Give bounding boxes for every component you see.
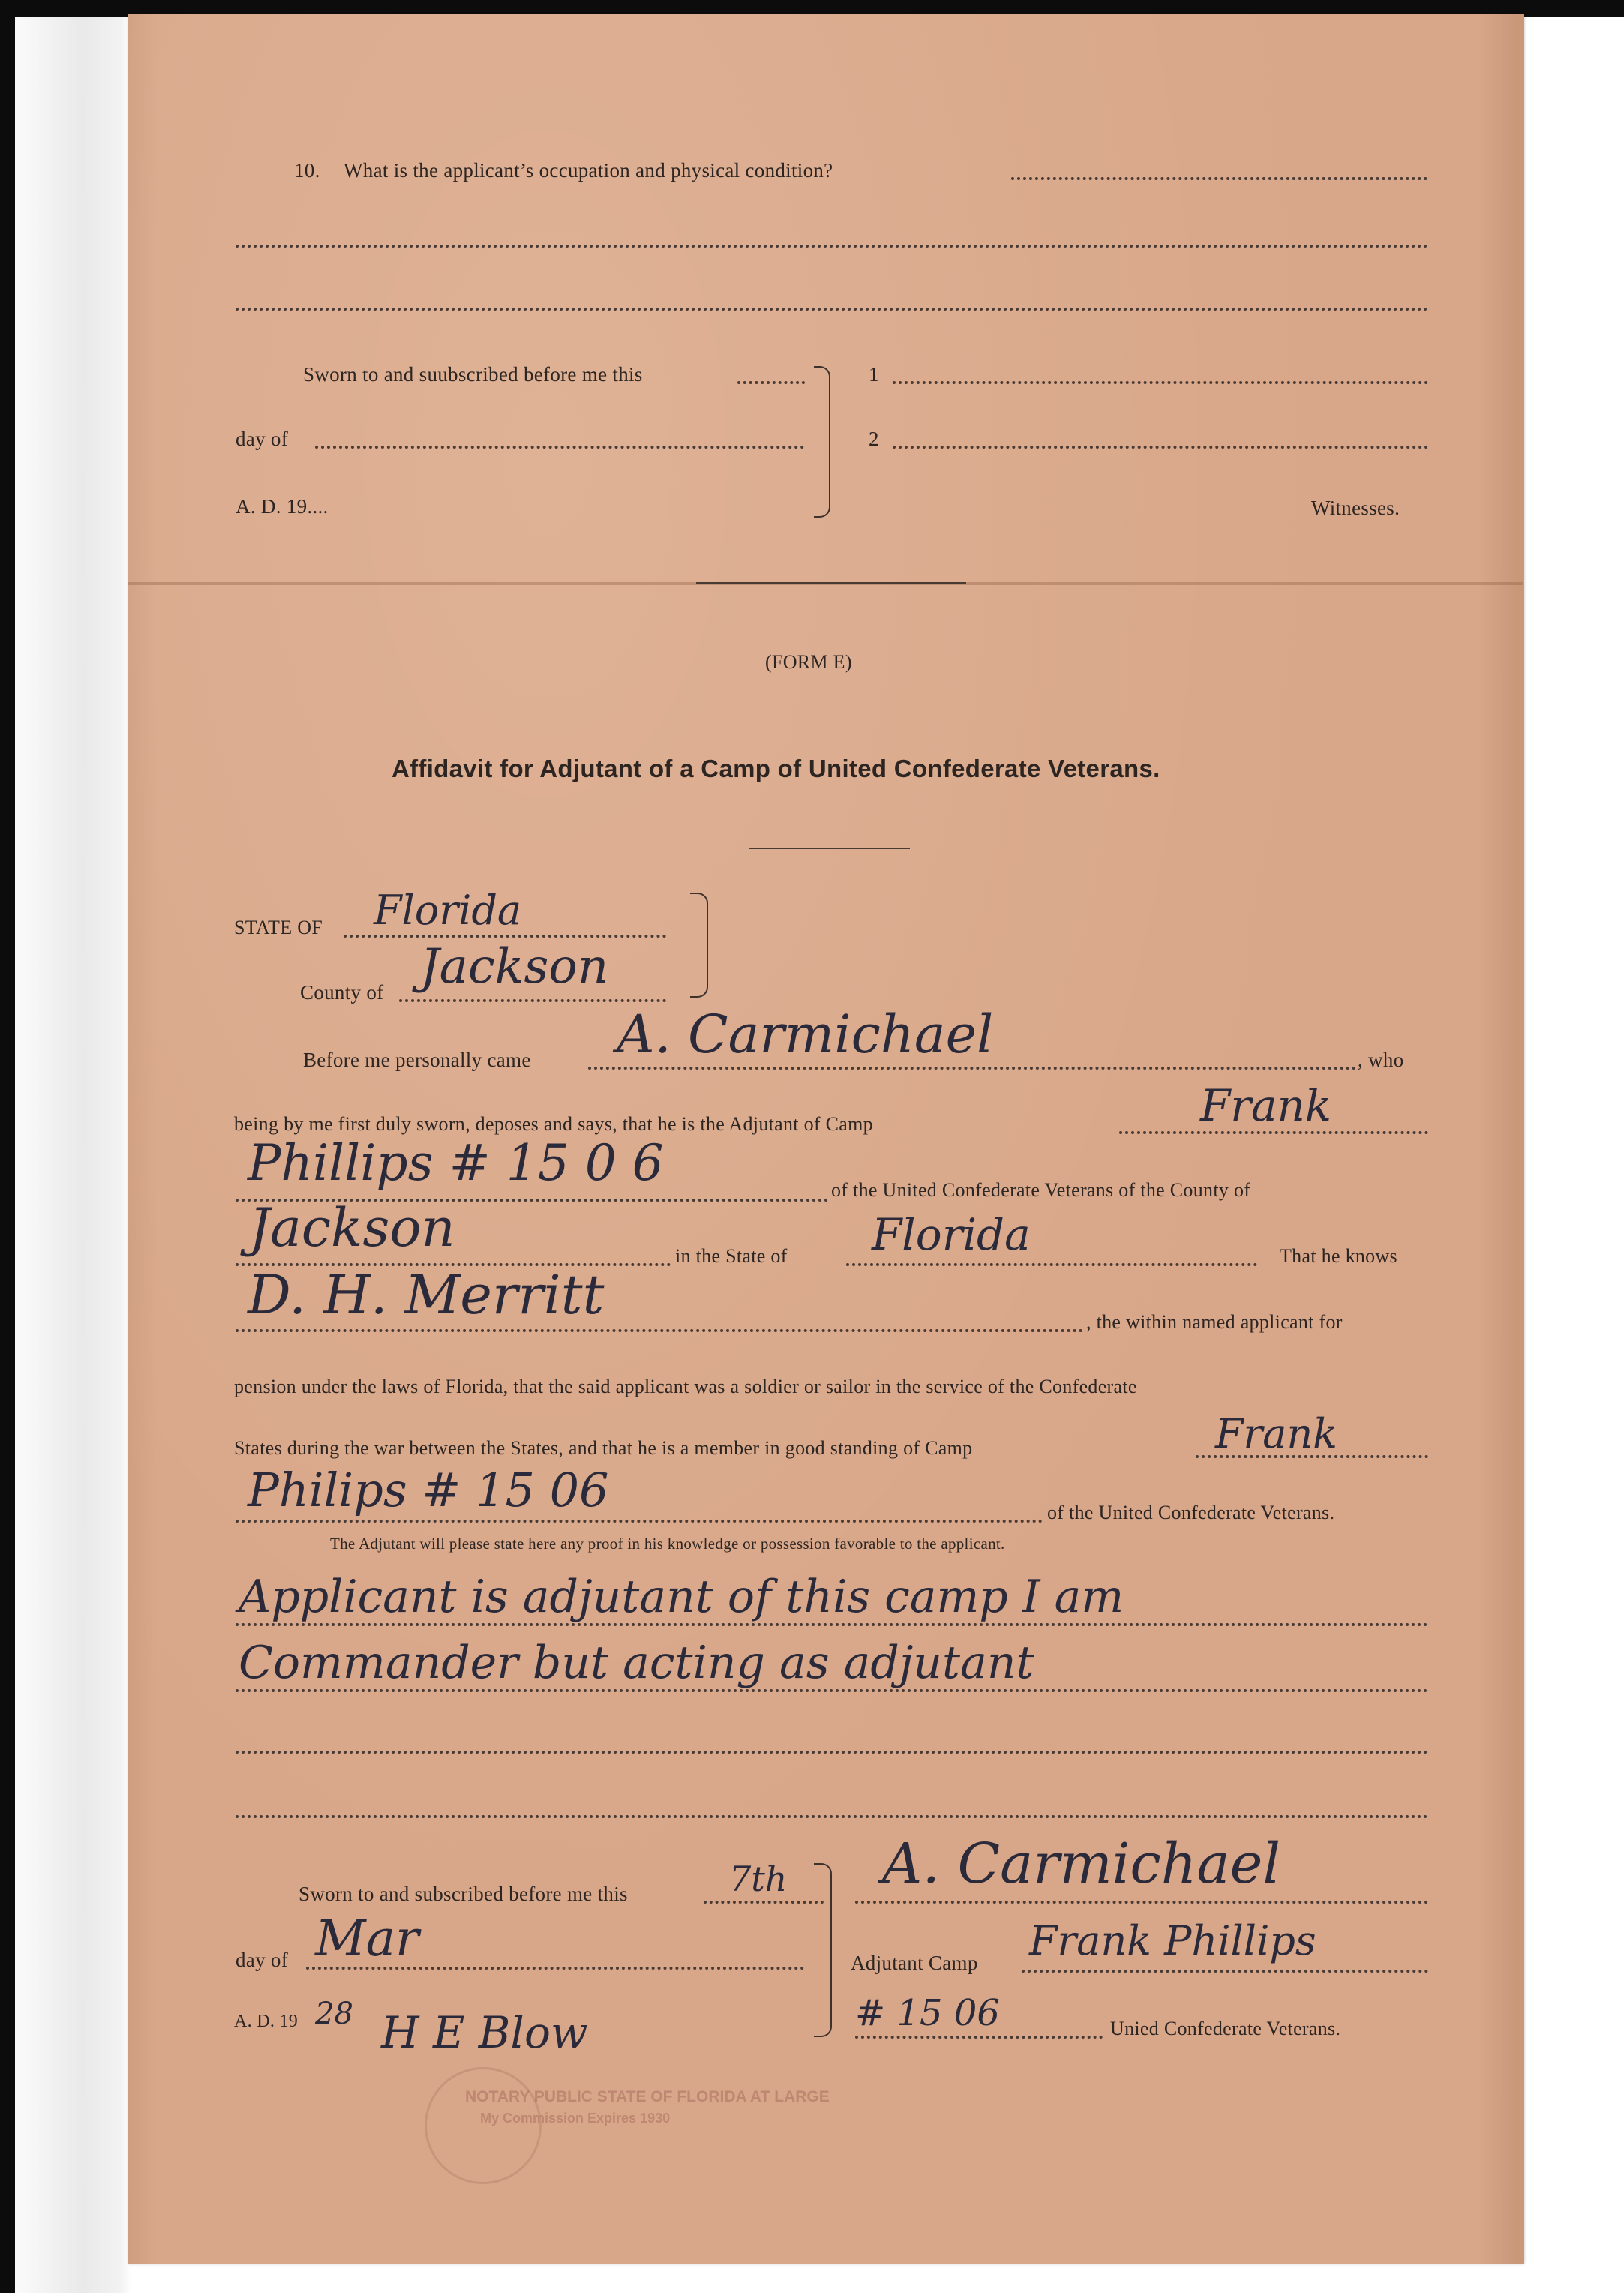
q10-answer-line-2 (236, 245, 1428, 248)
form-label: (FORM E) (765, 651, 852, 673)
top-oath-brace (814, 366, 830, 518)
witness-1-line (893, 381, 1428, 384)
hw-adjutant-signature: A. Carmichael (882, 1832, 1281, 1896)
body-line-7: States during the war between the States, and that he is a member in good standing of Camp (234, 1437, 973, 1459)
hw-camp-3: Frank (1215, 1410, 1337, 1457)
title-divider (749, 848, 910, 849)
camp-number-line (855, 2036, 1103, 2039)
hw-notary-signature: H E Blow (381, 2007, 588, 2058)
county-of-label: County of (300, 981, 384, 1004)
camp-line-4 (236, 1520, 1043, 1523)
adjutant-camp-label: Adjutant Camp (851, 1952, 978, 1974)
hw-applicant: D. H. Merritt (248, 1263, 605, 1326)
united-label: Unied Confederate Veterans. (1110, 2018, 1341, 2039)
hw-state: Florida (374, 887, 522, 934)
state-of-label: STATE OF (234, 917, 323, 938)
hw-county-2: Jackson (249, 1197, 455, 1259)
state-line-2 (846, 1263, 1257, 1266)
before-me-label: Before me personally came (303, 1049, 531, 1071)
affidavit-title: Affidavit for Adjutant of a Camp of United Confederate Veterans. (392, 755, 1160, 782)
applicant-line (236, 1329, 1083, 1332)
proof-line-4 (236, 1815, 1428, 1818)
signature-line (855, 1901, 1428, 1904)
proof-note: The Adjutant will please state here any proof in his knowledge or possession favorable to the applicant. (330, 1535, 1005, 1553)
top-oath-month-line (315, 446, 804, 449)
bottom-oath-line3: A. D. 19 (234, 2012, 299, 2031)
state-line (344, 935, 666, 938)
hw-proof-2: Commander but acting as adjutant (239, 1637, 1034, 1689)
q10-text: What is the applicant’s occupation and physical condition? (344, 159, 833, 182)
sheet-right-edge (1514, 14, 1524, 2264)
body-line-3: of the United Confederate Veterans of the County of (831, 1179, 1251, 1201)
witness-1-label: 1 (869, 363, 879, 386)
body-line-4b: That he knows (1280, 1245, 1397, 1267)
hw-proof-1: Applicant is adjutant of this camp I am (239, 1571, 1124, 1623)
top-oath-line3: A. D. 19.... (236, 495, 329, 518)
notary-stamp-line-1: NOTARY PUBLIC STATE OF FLORIDA AT LARGE (465, 2088, 830, 2105)
body-line-5: , the within named applicant for (1086, 1311, 1343, 1333)
section-divider (696, 582, 966, 584)
venue-brace (690, 893, 708, 998)
q10-number: 10. (294, 159, 320, 182)
hw-camp-1: Frank (1200, 1080, 1332, 1131)
top-oath-day-line (737, 381, 805, 384)
q10-answer-line-3 (236, 308, 1428, 311)
top-oath-line1: Sworn to and suubscribed before me this (303, 363, 643, 386)
hw-camp-4: Philips # 15 06 (248, 1463, 609, 1517)
q10-answer-line (1011, 177, 1427, 180)
proof-line-1 (236, 1623, 1428, 1626)
witness-2-label: 2 (869, 428, 879, 450)
top-oath-line2: day of (236, 428, 289, 450)
hw-camp-2: Phillips # 15 0 6 (248, 1134, 664, 1192)
hw-month: Mar (315, 1910, 419, 1967)
proof-line-3 (236, 1751, 1428, 1754)
hw-day: 7th (729, 1859, 788, 1899)
bottom-oath-brace (814, 1863, 832, 2037)
hw-camp-signature: Frank Phillips (1029, 1917, 1316, 1964)
adjutant-camp-line (1022, 1970, 1428, 1973)
hw-county: Jackson (420, 939, 609, 995)
bottom-oath-line1: Sworn to and subscribed before me this (299, 1883, 628, 1905)
hw-affiant-name: A. Carmichael (617, 1004, 994, 1065)
bottom-oath-day-line (704, 1901, 824, 1904)
hw-camp-number: # 15 06 (855, 1992, 1000, 2034)
notary-stamp-line-2: My Commission Expires 1930 (480, 2111, 671, 2126)
hw-state-2: Florida (872, 1209, 1031, 1260)
bottom-oath-line2: day of (236, 1949, 289, 1971)
affiant-name-line (588, 1067, 1356, 1070)
witnesses-label: Witnesses. (1311, 497, 1400, 519)
body-line-8: of the United Confederate Veterans. (1047, 1502, 1335, 1523)
county-line (399, 999, 666, 1002)
camp-line-1 (1119, 1131, 1428, 1134)
body-line-4a: in the State of (675, 1245, 788, 1267)
hw-year: 28 (315, 1997, 353, 2031)
witness-2-line (893, 446, 1428, 449)
body-line-6: pension under the laws of Florida, that the said applicant was a soldier or sailor in the service of the Confederate (234, 1376, 1137, 1397)
proof-line-2 (236, 1689, 1428, 1692)
scan-left-border (0, 0, 15, 2293)
body-line-2: being by me first duly sworn, deposes and says, that he is the Adjutant of Camp (234, 1113, 873, 1135)
who-label: , who (1358, 1049, 1404, 1071)
